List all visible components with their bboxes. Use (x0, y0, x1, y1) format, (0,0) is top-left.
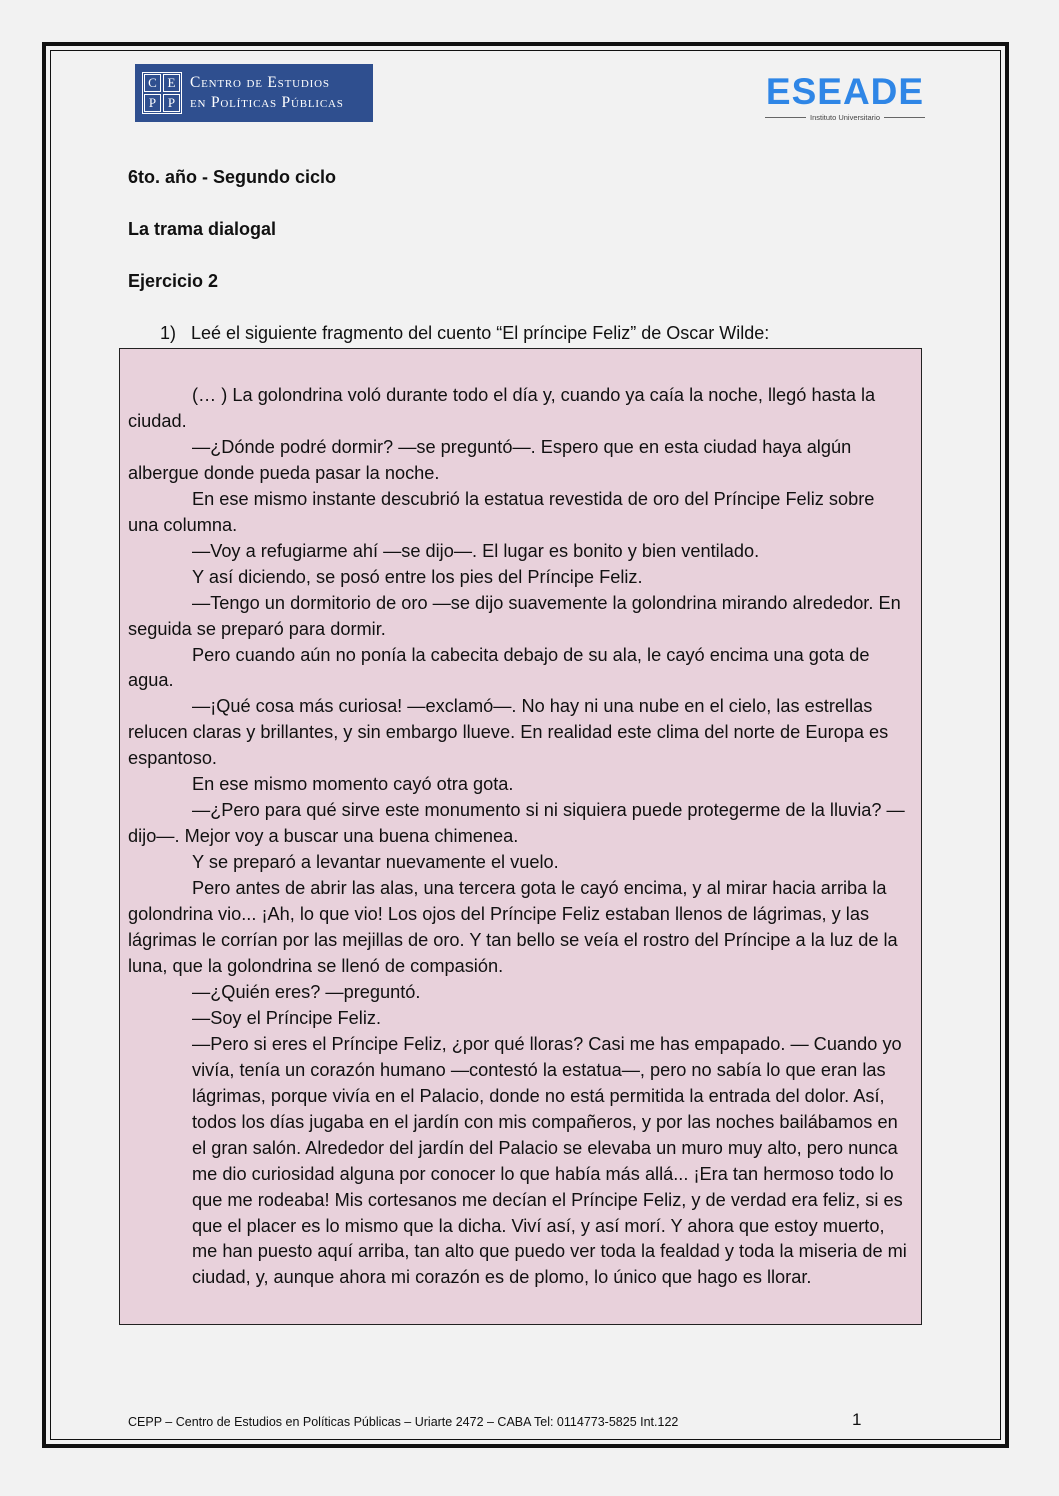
esade-logo-subtitle-row (765, 113, 925, 122)
cepp-logo-mark (142, 72, 182, 114)
topic-heading: La trama dialogal (128, 219, 277, 239)
cepp-letter: P (144, 94, 161, 112)
exercise-heading: Ejercicio 2 (128, 271, 219, 291)
passage-paragraph: Pero cuando aún no ponía la cabecita debajo de su ala, le cayó encima una gota de agua. (128, 644, 870, 691)
instruction-number: 1) (160, 323, 177, 343)
cepp-letter: E (163, 74, 180, 92)
passage-paragraph: —¿Pero para qué sirve este monumento si ni siquiera puede protegerme de la lluvia? — dijo—. Mejor voy a buscar una buena chimenea. (128, 800, 905, 847)
instruction (160, 322, 769, 344)
esade-logo-name: ESEADE (765, 71, 925, 112)
esade-logo-subtitle: Instituto Universitario (809, 113, 881, 122)
cepp-letter: C (144, 74, 161, 92)
passage-paragraph: —Voy a refugiarme ahí —se dijo—. El lugar es bonito y bien ventilado. (192, 540, 760, 561)
instruction-text: Leé el siguiente fragmento del cuento “El príncipe Feliz” de Oscar Wilde: (191, 323, 770, 343)
passage-paragraph: Y se preparó a levantar nuevamente el vuelo. (192, 852, 559, 873)
passage-paragraph: —¡Qué cosa más curiosa! —exclamó—. No hay ni una nube en el cielo, las estrellas relucen claras y brillantes, y sin embargo llueve. En realidad este clima del norte de Europa es espantoso. (128, 696, 889, 769)
cepp-letter: P (163, 94, 180, 112)
cepp-logo-text (190, 73, 344, 113)
passage-paragraph: En ese mismo momento cayó otra gota. (192, 774, 514, 795)
cepp-logo (135, 64, 373, 122)
passage-paragraph: En ese mismo instante descubrió la estatua revestida de oro del Príncipe Feliz sobre una columna. (128, 488, 875, 535)
esade-rule-right (884, 117, 925, 118)
footer-contact: CEPP – Centro de Estudios en Políticas Públicas – Uriarte 2472 – CABA Tel: 0114773-5825 Int.122 (128, 1415, 679, 1429)
esade-logo (765, 72, 925, 126)
cepp-logo-line2: en Políticas Públicas (190, 94, 344, 111)
passage-paragraph: —Tengo un dormitorio de oro —se dijo suavemente la golondrina mirando alrededor. En seguida se preparó para dormir. (128, 592, 901, 639)
cepp-logo-line1: Centro de Estudios (190, 74, 330, 91)
passage-paragraph: (… ) La golondrina voló durante todo el día y, cuando ya caía la noche, llegó hasta la ciudad. (128, 385, 876, 431)
passage-paragraph: —Soy el Príncipe Feliz. (192, 1007, 382, 1028)
passage-paragraph: —¿Dónde podré dormir? —se preguntó—. Espero que en esta ciudad haya algún albergue donde pueda pasar la noche. (128, 436, 852, 483)
esade-rule-left (765, 117, 806, 118)
passage-paragraph: —¿Quién eres? —preguntó. (192, 981, 421, 1002)
passage-paragraph: Pero antes de abrir las alas, una tercera gota le cayó encima, y al mirar hacia arriba la golondrina vio... ¡Ah, lo que vio! Los ojos del Príncipe Feliz estaban llenos de lágrimas, y las lágrimas le corrían por las mejillas de oro. Y tan bello se veía el rostro del Príncipe a la luz de la luna, que la golondrina se llenó de compasión. (128, 878, 898, 976)
story-passage-box (119, 348, 922, 1325)
passage-paragraph: Y así diciendo, se posó entre los pies del Príncipe Feliz. (192, 566, 643, 587)
passage-paragraph: —Pero si eres el Príncipe Feliz, ¿por qué lloras? Casi me has empapado. — Cuando yo vivía, tenía un corazón humano —contestó la estatua—, pero no sabía lo que eran las lágrimas, porque vivía en el Palacio, donde no está permitida la entrada del dolor. Así, todos los días jugaba en el jardín con mis compañeros, y por las noches bailábamos en el gran salón. Alrededor del jardín del Palacio se elevaba un muro muy alto, pero nunca me dio curiosidad alguna por conocer lo que había más allá... ¡Era tan hermoso todo lo que me rodeaba! Mis cortesanos me decían el Príncipe Feliz, y de verdad era feliz, si es que el placer es lo mismo que la dicha. Viví así, y así morí. Y ahora que estoy muerto, me han puesto aquí arriba, tan alto que puedo ver toda la fealdad y toda la miseria de mi ciudad, y, aunque ahora mi corazón es de plomo, lo único que hago es llorar. (192, 1033, 907, 1288)
page-number: 1 (852, 1410, 862, 1429)
grade-heading: 6to. año - Segundo ciclo (128, 167, 337, 187)
